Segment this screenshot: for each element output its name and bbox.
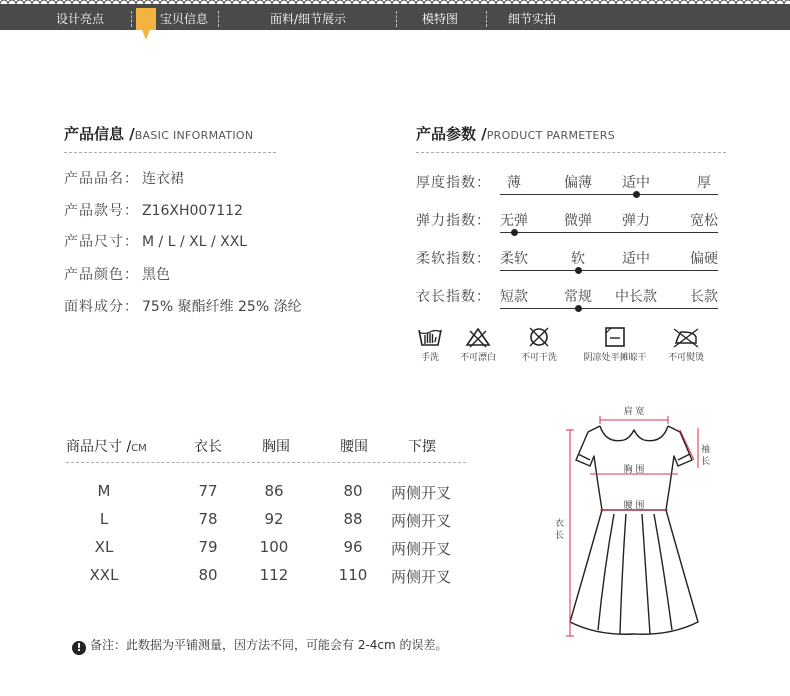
bust-cell: 112 (259, 566, 289, 584)
length-cell: 77 (198, 482, 218, 500)
params-title-en: PRODUCT PARMETERS (486, 129, 615, 142)
hem-cell: 两侧开叉 (391, 484, 452, 502)
param-selected-marker (511, 229, 518, 236)
size-cell: L (99, 510, 109, 528)
info-row-color: 产品颜色： 黑色 (64, 267, 170, 283)
bust-cell: 86 (264, 482, 284, 500)
care-caption: 不可漂白 (459, 353, 496, 363)
basic-info-title (64, 123, 253, 144)
param-option: 弹力 (622, 213, 650, 229)
hem-cell: 两侧开叉 (391, 540, 452, 558)
param-row-label: 柔软指数： (416, 251, 491, 267)
param-option: 偏硬 (690, 251, 718, 267)
param-row-label: 衣长指数： (416, 289, 491, 305)
size-table-header-bust: 胸围 (262, 439, 290, 455)
nav-separator (486, 11, 487, 27)
bust-cell: 92 (264, 510, 284, 528)
param-option: 长款 (690, 289, 718, 305)
size-table-header-hem: 下摆 (408, 439, 436, 455)
bust-cell: 100 (259, 538, 289, 556)
dress-measurement-diagram (548, 400, 718, 652)
note-text: 备注：此数据为平铺测量，因方法不同，可能会有 2-4cm 的误差。 (90, 638, 448, 652)
param-selected-marker (633, 191, 640, 198)
shoulder-label: 肩 宽 (623, 407, 645, 417)
size-table-header-waist: 腰围 (340, 439, 368, 455)
params-title (416, 123, 615, 144)
param-row-label: 弹力指数： (416, 213, 491, 229)
waist-cell: 88 (343, 510, 363, 528)
nav-active-pointer (136, 14, 156, 40)
size-cell: XXL (89, 566, 119, 584)
param-option: 微弹 (564, 213, 592, 229)
params-title-cn: 产品参数 / (416, 125, 487, 143)
param-option: 偏薄 (564, 175, 592, 191)
info-row-name: 产品品名： 连衣裙 (64, 171, 184, 187)
length-guide (566, 430, 574, 636)
waist-cell: 96 (343, 538, 363, 556)
param-option: 厚 (697, 175, 711, 191)
param-option: 无弹 (500, 213, 528, 229)
nav-separator (131, 11, 132, 27)
length-cell: 79 (198, 538, 218, 556)
size-cell: XL (94, 538, 114, 556)
param-option: 薄 (507, 175, 521, 191)
length-label: 衣 长 (553, 518, 563, 539)
sleeve-label: 袖 长 (699, 444, 709, 465)
care-no-iron (654, 326, 718, 363)
nav-tab-model-photos[interactable]: 模特图 (422, 12, 459, 26)
param-scale-line (500, 194, 718, 195)
nav-separator (396, 11, 397, 27)
param-option: 短款 (500, 289, 528, 305)
param-scale-line (500, 270, 718, 271)
care-no-dry-clean (507, 326, 571, 363)
top-nav-bar (0, 8, 790, 30)
basic-info-title-cn: 产品信息 / (64, 125, 135, 143)
size-table-header-size: 商品尺寸 /CM (66, 439, 147, 455)
basic-info-title-en: BASIC INFORMATION (134, 129, 254, 142)
param-option: 适中 (622, 175, 650, 191)
nav-tab-fabric-details[interactable]: 面料/细节展示 (270, 12, 347, 26)
dress-outline (570, 426, 698, 634)
care-caption: 手洗 (420, 353, 439, 363)
exclamation-icon: ! (72, 641, 86, 655)
waist-cell: 80 (343, 482, 363, 500)
measurement-guides (566, 416, 698, 636)
param-option: 软 (571, 251, 585, 267)
param-row-label: 厚度指数： (416, 175, 491, 191)
care-caption: 不可熨烫 (667, 353, 704, 363)
dry-flat-shade-icon (602, 326, 628, 348)
nav-scallop-border (0, 0, 790, 8)
param-selected-marker (575, 305, 582, 312)
info-row-style-number: 产品款号： Z16XH007112 (64, 203, 243, 219)
info-row-sizes: 产品尺寸： M / L / XL / XXL (64, 234, 248, 250)
param-option: 宽松 (690, 213, 718, 229)
no-iron-icon (671, 326, 701, 348)
care-no-bleach (446, 326, 510, 363)
care-caption: 不可干洗 (520, 353, 557, 363)
params-divider (416, 152, 726, 153)
nav-tab-real-shots[interactable]: 细节实拍 (508, 12, 557, 26)
param-option: 常规 (564, 289, 592, 305)
param-scale-line (500, 308, 718, 309)
hem-cell: 两侧开叉 (391, 568, 452, 586)
info-row-material: 面料成分： 75% 聚酯纤维 25% 涤纶 (64, 299, 302, 315)
waist-cell: 110 (338, 566, 368, 584)
param-option: 适中 (622, 251, 650, 267)
length-cell: 78 (198, 510, 218, 528)
param-selected-marker (575, 267, 582, 274)
care-caption: 阴凉处平摊晾干 (583, 353, 647, 363)
size-table-header-length: 衣长 (194, 439, 222, 455)
nav-separator (218, 11, 219, 27)
param-scale-line (500, 232, 718, 233)
waist-label: 腰 围 (623, 501, 645, 511)
hem-cell: 两侧开叉 (391, 512, 452, 530)
nav-tab-product-info[interactable]: 宝贝信息 (160, 12, 209, 26)
length-cell: 80 (198, 566, 218, 584)
param-option: 柔软 (500, 251, 528, 267)
size-table-divider (66, 462, 466, 463)
basic-info-divider (64, 152, 276, 153)
no-bleach-icon (465, 326, 491, 348)
no-dry-clean-icon (526, 326, 552, 348)
bust-label: 胸 围 (623, 465, 645, 475)
care-dry-flat-shade (578, 326, 652, 363)
size-cell: M (97, 482, 111, 500)
hand-wash-icon (417, 326, 443, 348)
nav-tab-design-highlights[interactable]: 设计亮点 (56, 12, 105, 26)
shoulder-guide (600, 416, 668, 424)
param-option: 中长款 (615, 289, 657, 305)
measurement-note (72, 636, 448, 655)
